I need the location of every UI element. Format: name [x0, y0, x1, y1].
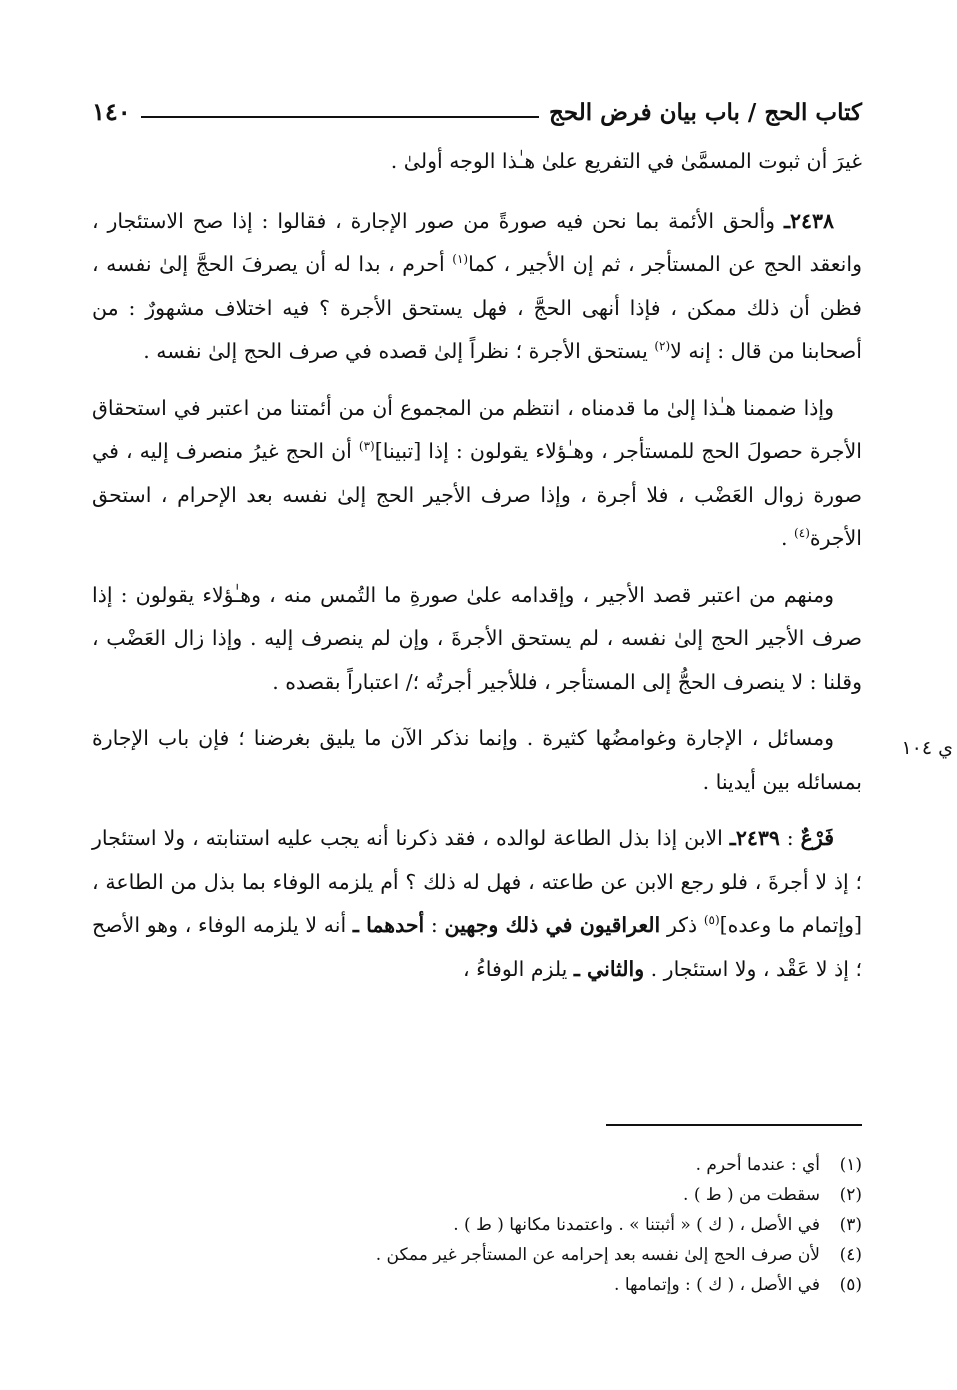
footnote-2 — [92, 1180, 862, 1210]
footnote-text: سقطت من ( ط ) . — [683, 1185, 820, 1205]
footnote-ref: (٣) — [358, 439, 375, 454]
paragraph-0: غيرَ أن ثبوت المسمَّىٰ في التفريع علىٰ هـٰذا الوجه أولىٰ . — [390, 149, 862, 173]
footnote-ref: (٢) — [654, 339, 671, 354]
footnote-3 — [92, 1210, 862, 1240]
footnote-mark: (١) — [839, 1155, 862, 1175]
footnote-text: لأن صرف الحج إلىٰ نفسه بعد إحرامه عن المستأجر غير ممكن . — [375, 1245, 820, 1265]
paragraph-text: وإذا ضممنا هـٰذا إلىٰ ما قدمناه ، انتظم من المجموع أن من أئمتنا من اعتبر في استحقاق الأجرة حصولَ الحج للمستأجر ، وهـٰؤلاء يقولون : إذا [تبينا] — [92, 395, 862, 463]
bold-phrase: أحدهما ـ — [352, 913, 425, 937]
paragraph-text: : — [779, 826, 801, 850]
footnote-text: في الأصل ، ( ك ) « أثبتنا » . واعتمدنا مكانها ( ط ) . — [453, 1215, 820, 1235]
paragraph-text: أحرم ، بدا له أن يصرفَ الحجَّ إلىٰ نفسه ، فظن أن ذلك ممكن ، فإذا أنهى الحجَّ ، فهل يستحق الأجرة ؟ فيه اختلاف مشهورٌ : من أصحابنا من قال : إنه لا — [92, 252, 862, 363]
footnote-mark: (٤) — [839, 1245, 862, 1265]
paragraph-text: يلزم الوفاءُ ، — [463, 956, 574, 981]
margin-marker: ي ١٠٤ — [901, 737, 953, 759]
header-rule — [141, 116, 539, 118]
footnote-ref: (٤) — [794, 526, 810, 541]
footnote-mark: (٢) — [839, 1185, 862, 1205]
footnote-1 — [92, 1150, 862, 1180]
footnote-ref: (١) — [452, 252, 469, 267]
footnote-4 — [92, 1240, 862, 1270]
paragraph-2439 — [92, 817, 862, 991]
bold-phrase: والثاني ـ — [573, 956, 645, 981]
footnote-ref: (٥) — [703, 913, 720, 928]
paragraph-4: ومسائل ، الإجارة وغوامضُها كثيرة . وإنما نذكر الآن ما يليق بغرضنا ؛ فإن باب الإجارة بمسائله بين أيدينا . — [92, 726, 862, 794]
paragraph-text: أنه لا يلزمه الوفاء ، وهو الأصح ؛ إذ لا عَقْد ، ولا استئجار . — [92, 913, 862, 981]
paragraph-text: وألحق الأئمة بما نحن فيه صورةً من صور الإجارة ، فقالوا : إذا صح الاستئجار ، وانعقد الحج عن المستأجر ، ثم إن الأجير ، كما — [92, 208, 862, 276]
main-text — [92, 140, 862, 1004]
issue-number: ٢٤٣٩ـ — [729, 826, 780, 850]
paragraph-text: يستحق الأجرة ؛ نظراً إلىٰ قصده في صرف الحج إلىٰ نفسه . — [143, 339, 655, 363]
issue-number: ٢٤٣٨ـ — [783, 208, 834, 233]
bold-phrase: العراقيون في ذلك وجهين — [444, 913, 661, 937]
footnote-text: في الأصل ، ( ك ) : وإتمامها . — [614, 1275, 820, 1295]
footnote-mark: (٥) — [839, 1275, 862, 1295]
footnote-text: أي : عندما أحرم . — [695, 1155, 820, 1175]
footnote-separator — [606, 1124, 862, 1126]
running-header — [92, 86, 862, 126]
paragraph-3: ومنهم من اعتبر قصد الأجير ، وإقدامه علىٰ صورةِ ما التُمس منه ، وهـٰؤلاء يقولون : إذا صرف الأجير الحج إلىٰ نفسه ، لم يستحق الأجرةَ ، وإن لم ينصرف إليه . وإذا زال العَضْب ، وقلنا : لا ينصرف الحجُّ إلى المستأجر ، فللأجير أجرتُه ؛/ اعتباراً بقصده . — [92, 582, 862, 694]
far-label: فَرْعٌ — [800, 826, 834, 850]
footnotes — [92, 1150, 862, 1300]
paragraph-2 — [92, 387, 862, 561]
paragraph-text: ذكر — [660, 913, 704, 937]
page-number: ١٤٠ — [92, 97, 131, 126]
chapter-title: كتاب الحج / باب بيان فرض الحج — [549, 99, 862, 126]
paragraph-2438 — [92, 200, 862, 374]
footnote-5 — [92, 1270, 862, 1300]
paragraph-text: أن الحج غيرُ منصرف إليه ، في صورة زوال العَضْب ، فلا أجرة ، وإذا صرف الأجير الحج إلىٰ نفسه بعد الإحرام ، استحق الأجرة — [92, 439, 862, 550]
footnote-mark: (٣) — [839, 1215, 862, 1235]
paragraph-text: الابن إذا بذل الطاعة لوالده ، فقد ذكرنا أنه يجب عليه استنابته ، ولا استئجار ؛ إذ لا أجرةَ ، فلو رجع الابن عن طاعته ، فهل له ذلك ؟ أم يلزمه الوفاء بما بذل من الطاعة ، [وإتمام ما وعده] — [92, 826, 862, 937]
paragraph-text: : — [424, 913, 445, 937]
paragraph-text: . — [781, 526, 795, 550]
